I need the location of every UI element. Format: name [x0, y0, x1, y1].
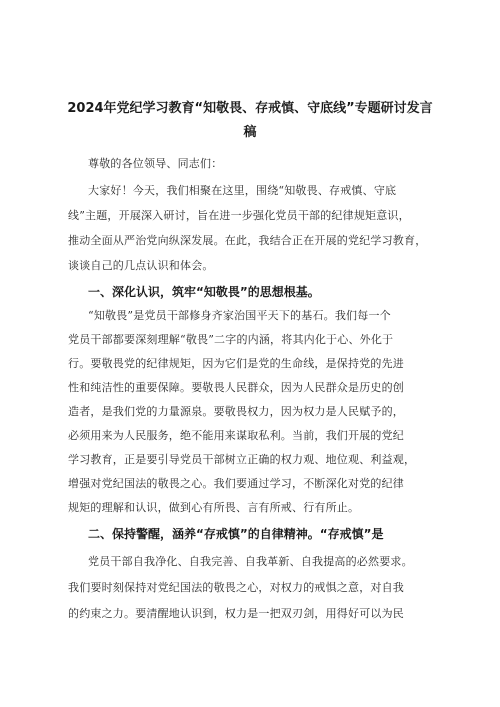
intro-line-2: 线”主题，开展深入研讨，旨在进一步强化党员干部的纪律规矩意识，	[68, 209, 410, 222]
section-1-line-2: 党员干部都要深刻理解“敬畏”二字的内涵，将其内化于心、外化于	[68, 333, 394, 346]
intro-line-3: 推动全面从严治党向纵深发展。在此，我结合正在开展的党纪学习教育，	[68, 234, 427, 247]
section-1-line-4: 性和纯洁性的重要保障。要敬畏人民群众，因为人民群众是历史的创	[68, 381, 404, 394]
intro-line-4: 谈谈自己的几点认识和体会。	[68, 259, 214, 272]
section-2-line-1: 党员干部自我净化、自我完善、自我革新、自我提高的必然要求。	[88, 555, 413, 568]
section-1-line-6: 必须用来为人民服务，绝不能用来谋取私利。当前，我们开展的党纪	[68, 429, 404, 442]
section-1-heading: 一、深化认识，筑牢“知敬畏”的思想根基。	[88, 285, 320, 299]
salutation: 尊敬的各位领导、同志们：	[88, 157, 223, 170]
section-2-line-2: 我们要时刻保持对党纪国法的敬畏之心，对权力的戒惧之意，对自我	[68, 581, 404, 594]
document-title-line-2: 稿	[243, 125, 257, 140]
intro-line-1: 大家好！今天，我们相聚在这里，围绕“知敬畏、存戒慎、守底	[88, 184, 397, 197]
section-1-line-8: 增强对党纪国法的敬畏之心。我们要通过学习，不断深化对党的纪律	[68, 477, 404, 490]
section-2-heading: 二、保持警醒，涵养“存戒慎”的自律精神。“存戒慎”是	[88, 527, 384, 541]
section-1-line-1: “知敬畏”是党员干部修身齐家治国平天下的基石。我们每一个	[88, 309, 391, 322]
section-1-line-7: 学习教育，正是要引导党员干部树立正确的权力观、地位观、利益观，	[68, 453, 416, 466]
section-1-line-5: 造者，是我们党的力量源泉。要敬畏权力，因为权力是人民赋予的，	[68, 405, 404, 418]
section-1-line-9: 规矩的理解和认识，做到心有所畏、言有所戒、行有所止。	[68, 501, 360, 514]
section-1-line-3: 行。要敬畏党的纪律规矩，因为它们是党的生命线，是保持党的先进	[68, 357, 404, 370]
document-title-line-1: 2024年党纪学习教育“知敬畏、存戒慎、守底线”专题研讨发言	[67, 101, 433, 116]
section-2-line-3: 的约束之力。要清醒地认识到，权力是一把双刃剑，用得好可以为民	[68, 607, 404, 620]
